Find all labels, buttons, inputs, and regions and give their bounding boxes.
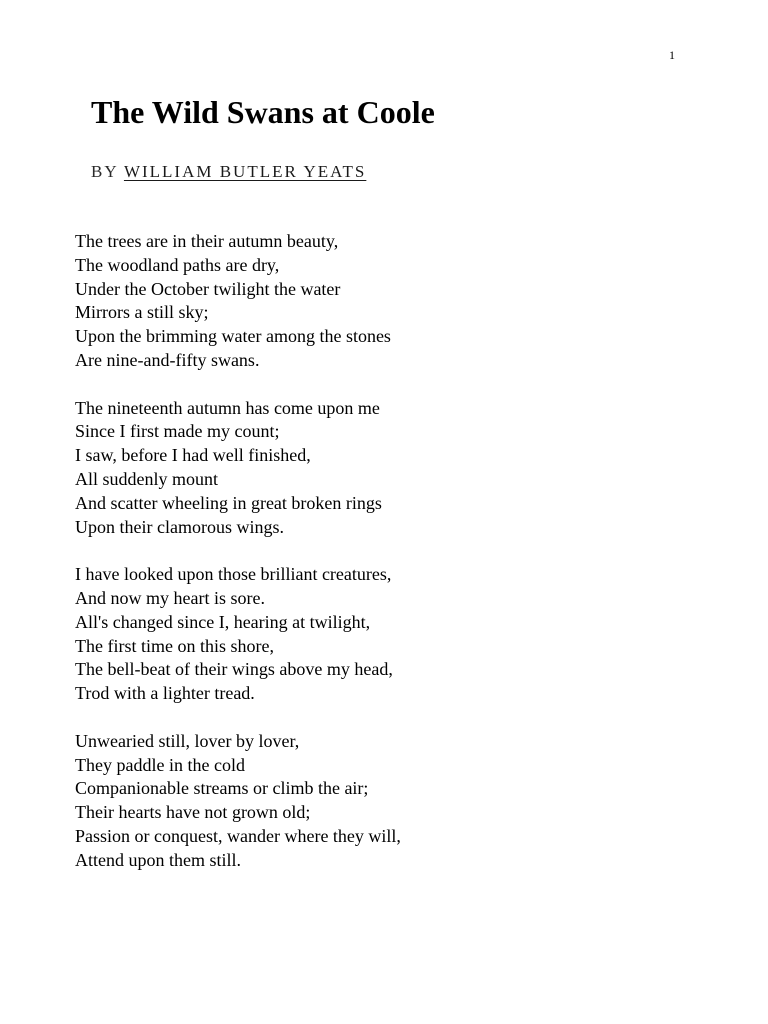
poem-line: The nineteenth autumn has come upon me — [75, 397, 380, 418]
stanza-2 — [75, 397, 401, 540]
stanza-1 — [75, 230, 401, 373]
poem-line: The first time on this shore, — [75, 635, 274, 656]
stanza-3 — [75, 563, 401, 706]
poem-line: Since I first made my count; — [75, 421, 280, 442]
author-link[interactable]: WILLIAM BUTLER YEATS — [123, 162, 367, 181]
poem-line: All suddenly mount — [75, 468, 218, 489]
poem-line: I saw, before I had well finished, — [75, 445, 311, 466]
byline-prefix: BY — [91, 162, 124, 181]
poem-line: Companionable streams or climb the air; — [75, 778, 369, 799]
poem-line: Are nine-and-fifty swans. — [75, 349, 260, 370]
poem-line: Upon the brimming water among the stones — [75, 326, 391, 347]
stanza-4 — [75, 730, 401, 873]
poem-line: The woodland paths are dry, — [75, 254, 280, 275]
poem-line: All's changed since I, hearing at twilight, — [75, 611, 371, 632]
poem-line: I have looked upon those brilliant creatures, — [75, 564, 392, 585]
poem-line: Under the October twilight the water — [75, 278, 341, 299]
poem-line: Upon their clamorous wings. — [75, 516, 284, 537]
poem-body — [75, 230, 401, 896]
poem-line: The trees are in their autumn beauty, — [75, 231, 339, 251]
poem-line: Trod with a lighter tread. — [75, 683, 255, 704]
poem-line: Unwearied still, lover by lover, — [75, 730, 300, 751]
poem-line: Their hearts have not grown old; — [75, 802, 311, 823]
poem-line: Mirrors a still sky; — [75, 302, 209, 323]
poem-line: Attend upon them still. — [75, 849, 241, 870]
poem-line: And now my heart is sore. — [75, 587, 265, 608]
page-number: 1 — [669, 48, 675, 62]
poem-title: The Wild Swans at Coole — [91, 94, 435, 130]
poem-line: The bell-beat of their wings above my head, — [75, 659, 393, 680]
byline — [91, 160, 366, 184]
poem-line: Passion or conquest, wander where they will, — [75, 825, 401, 846]
poem-line: They paddle in the cold — [75, 754, 245, 775]
poem-line: And scatter wheeling in great broken rings — [75, 492, 382, 513]
